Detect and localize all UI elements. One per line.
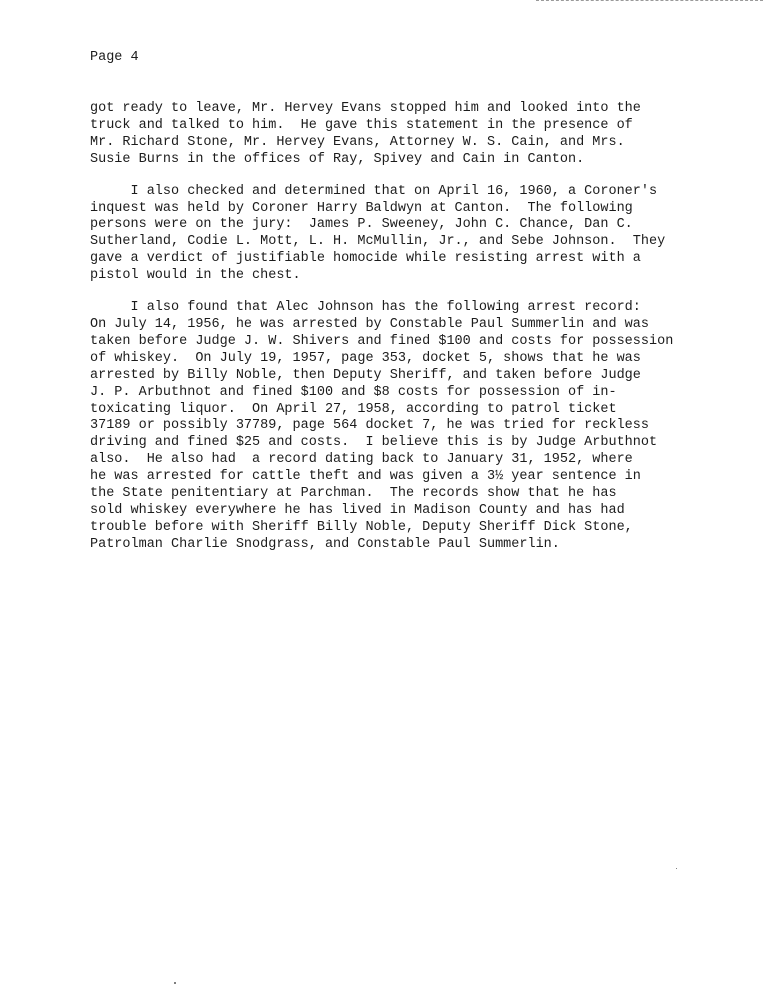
text-line: also. He also had a record dating back to January 31, 1952, where <box>90 452 633 468</box>
text-line: Mr. Richard Stone, Mr. Hervey Evans, Attorney W. S. Cain, and Mrs. <box>90 134 625 150</box>
text-line: Sutherland, Codie L. Mott, L. H. McMullin, Jr., and Sebe Johnson. They <box>90 234 666 250</box>
text-line: arrested by Billy Noble, then Deputy Sheriff, and taken before Judge <box>90 367 641 383</box>
text-line: J. P. Arbuthnot and fined $100 and $8 costs for possession of in- <box>90 384 617 400</box>
text-line: inquest was held by Coroner Harry Baldwyn at Canton. The following <box>90 200 633 216</box>
text-line: got ready to leave, Mr. Hervey Evans stopped him and looked into the <box>90 101 641 116</box>
text-line: persons were on the jury: James P. Sweeney, John C. Chance, Dan C. <box>90 217 633 233</box>
text-line: of whiskey. On July 19, 1957, page 353, docket 5, shows that he was <box>90 350 641 366</box>
text-line: taken before Judge J. W. Shivers and fined $100 and costs for possession <box>90 333 674 349</box>
text-line: sold whiskey everywhere he has lived in Madison County and has had <box>90 502 625 518</box>
text-line: driving and fined $25 and costs. I believe this is by Judge Arbuthnot <box>90 435 658 451</box>
text-line: toxicating liquor. On April 27, 1958, according to patrol ticket <box>90 401 617 417</box>
top-dotted-border <box>536 0 763 1</box>
page-number: Page 4 <box>90 50 139 65</box>
text-line: pistol would in the chest. <box>90 268 301 284</box>
text-line: he was arrested for cattle theft and was given a 3½ year sentence in <box>90 469 641 485</box>
text-line: Susie Burns in the offices of Ray, Spivey and Cain in Canton. <box>90 151 585 167</box>
scan-speck <box>174 982 176 984</box>
text-line: the State penitentiary at Parchman. The records show that he has <box>90 486 617 502</box>
scan-speck <box>676 868 677 869</box>
text-line: truck and talked to him. He gave this statement in the presence of <box>90 117 633 133</box>
paragraph-2 <box>90 184 750 285</box>
text-line: On July 14, 1956, he was arrested by Constable Paul Summerlin and was <box>90 316 649 332</box>
text-line: I also found that Alec Johnson has the following arrest record: <box>90 300 641 316</box>
text-line: gave a verdict of justifiable homocide while resisting arrest with a <box>90 251 641 267</box>
text-line: 37189 or possibly 37789, page 564 docket 7, he was tried for reckless <box>90 418 649 434</box>
text-line: I also checked and determined that on April 16, 1960, a Coroner's <box>90 183 658 199</box>
text-line: trouble before with Sheriff Billy Noble, Deputy Sheriff Dick Stone, <box>90 519 633 535</box>
text-line: Patrolman Charlie Snodgrass, and Constable Paul Summerlin. <box>90 536 560 552</box>
paragraph-3 <box>90 300 750 554</box>
document-body <box>90 101 750 569</box>
paragraph-1 <box>90 101 750 169</box>
